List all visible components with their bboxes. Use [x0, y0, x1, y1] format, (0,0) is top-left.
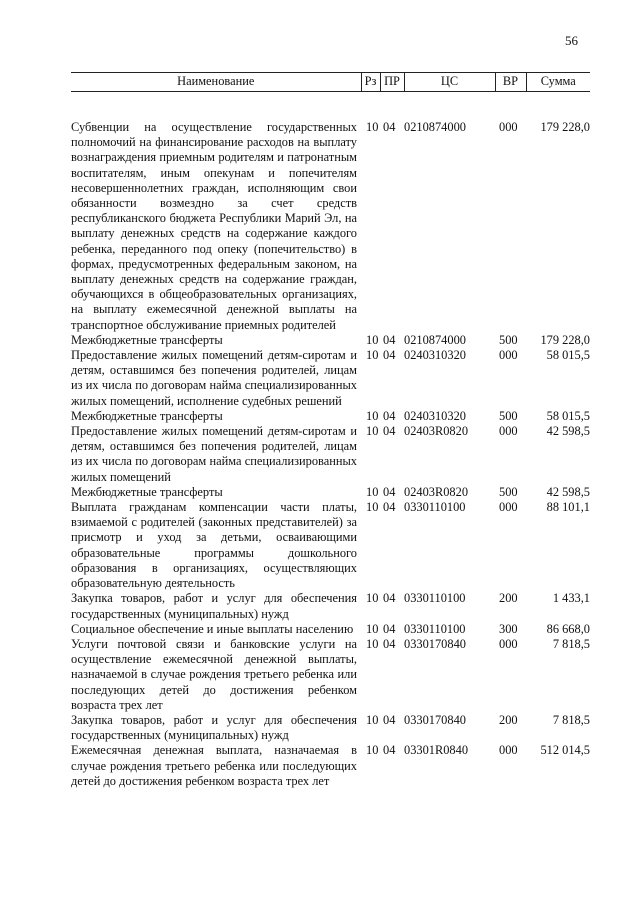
row-cs: 0210874000 — [404, 332, 466, 347]
row-cs: 0330170840 — [404, 636, 466, 651]
row-vr: 000 — [499, 743, 518, 758]
row-sum: 7 818,5 — [552, 712, 590, 727]
row-pr: 04 — [383, 712, 396, 727]
row-name: Услуги почтовой связи и банковские услуги на осуществление ежемесячной денежной выплаты, назначаемой в случае рождения третьего ребенка или последующих детей до достижения ребенком возраста трех лет — [71, 636, 357, 712]
row-cs: 02403R0820 — [404, 484, 469, 499]
row-pr: 04 — [383, 120, 396, 134]
row-vr: 000 — [499, 424, 518, 439]
header-name: Наименование — [71, 73, 361, 92]
row-rz: 10 — [366, 712, 379, 727]
table-body — [71, 92, 590, 789]
header-cs: ЦС — [404, 73, 495, 92]
table-row — [71, 622, 590, 637]
row-cs: 0330110100 — [404, 621, 466, 636]
row-name: Выплата гражданам компенсации части платы, взимаемой с родителей (законных представителей) за присмотр и уход за детьми, осваивающими образовательные программы дошкольного образования в организациях, осуществляющих образовательную деятельность — [71, 500, 357, 591]
row-name: Межбюджетные трансферты — [71, 332, 223, 347]
row-pr: 04 — [383, 348, 396, 363]
row-name: Закупка товаров, работ и услуг для обеспечения государственных (муниципальных) нужд — [71, 712, 357, 743]
table-row — [71, 424, 590, 485]
row-name: Предоставление жилых помещений детям-сиротам и детям, оставшимся без попечения родителей, лицам из их числа по договорам найма специализированных жилых помещений, исполнение судебных решений — [71, 348, 357, 408]
row-name: Межбюджетные трансферты — [71, 408, 223, 423]
table-row — [71, 333, 590, 348]
row-rz: 10 — [366, 408, 379, 423]
row-pr: 04 — [383, 743, 396, 758]
row-rz: 10 — [366, 500, 379, 515]
row-vr: 500 — [499, 332, 518, 347]
row-sum: 88 101,1 — [546, 500, 590, 515]
row-cs: 03301R0840 — [404, 743, 469, 758]
row-vr: 000 — [499, 348, 518, 363]
row-cs: 0330110100 — [404, 500, 466, 515]
table-row — [71, 92, 590, 333]
row-sum: 179 228,0 — [540, 120, 590, 134]
row-vr: 500 — [499, 408, 518, 423]
row-sum: 512 014,5 — [540, 743, 590, 758]
table-row — [71, 485, 590, 500]
table-row — [71, 713, 590, 743]
row-cs: 02403R0820 — [404, 424, 469, 439]
row-sum: 42 598,5 — [546, 424, 590, 439]
row-pr: 04 — [383, 636, 396, 651]
row-name: Социальное обеспечение и иные выплаты населению — [71, 621, 354, 636]
row-sum: 7 818,5 — [552, 636, 590, 651]
table-row — [71, 591, 590, 621]
table-row — [71, 409, 590, 424]
row-pr: 04 — [383, 332, 396, 347]
row-rz: 10 — [366, 621, 379, 636]
row-rz: 10 — [366, 591, 379, 606]
row-sum: 42 598,5 — [546, 484, 590, 499]
row-sum: 179 228,0 — [540, 332, 590, 347]
row-cs: 0240310320 — [404, 348, 466, 363]
row-sum: 1 433,1 — [552, 591, 590, 606]
row-vr: 200 — [499, 712, 518, 727]
header-vr: ВР — [495, 73, 526, 92]
row-pr: 04 — [383, 408, 396, 423]
row-rz: 10 — [366, 332, 379, 347]
row-vr: 000 — [499, 500, 518, 515]
row-cs: 0210874000 — [404, 120, 466, 134]
row-name: Субвенции на осуществление государственных полномочий на финансирование расходов на выплату вознаграждения приемным родителям и патронатным воспитателям, иным опекунам и попечителям несовершеннолетних граждан, исполняющим свои обязанности возмездно за счет средств республиканского бюджета Республики Марий Эл, на выплату денежных средств на содержание каждого ребенка, переданного под опеку (попечительство) в формах, предусмотренных федеральным законом, на выплату денежных средств на содержание граждан, обучающихся в общеобразовательных организациях, на выплату ежемесячной денежной выплаты на транспортное обслуживание приемных родителей — [71, 120, 357, 332]
row-name: Предоставление жилых помещений детям-сиротам и детям, оставшимся без попечения родителей, лицам из их числа по договорам найма специализированных жилых помещений — [71, 424, 357, 484]
budget-table — [71, 72, 590, 789]
header-sum: Сумма — [526, 73, 590, 92]
row-name: Закупка товаров, работ и услуг для обеспечения государственных (муниципальных) нужд — [71, 591, 357, 621]
row-sum: 58 015,5 — [546, 408, 590, 423]
row-vr: 200 — [499, 591, 518, 606]
row-name: Ежемесячная денежная выплата, назначаемая в случае рождения третьего ребенка или последующих детей до достижения ребенком возраста трех лет — [71, 743, 357, 788]
row-cs: 0330110100 — [404, 591, 466, 606]
page-number: 56 — [565, 33, 578, 48]
row-rz: 10 — [366, 424, 379, 439]
row-vr: 000 — [499, 120, 518, 134]
row-rz: 10 — [366, 348, 379, 363]
table-header — [71, 73, 590, 92]
table-row — [71, 637, 590, 713]
row-cs: 0330170840 — [404, 712, 466, 727]
row-vr: 300 — [499, 621, 518, 636]
row-sum: 58 015,5 — [546, 348, 590, 363]
header-pr: ПР — [380, 73, 404, 92]
row-rz: 10 — [366, 120, 379, 134]
table-row — [71, 348, 590, 409]
row-name: Межбюджетные трансферты — [71, 484, 223, 499]
table-row — [71, 743, 590, 789]
row-vr: 000 — [499, 636, 518, 651]
header-rz: Рз — [361, 73, 380, 92]
row-sum: 86 668,0 — [546, 621, 590, 636]
row-vr: 500 — [499, 484, 518, 499]
row-rz: 10 — [366, 484, 379, 499]
row-pr: 04 — [383, 424, 396, 439]
row-pr: 04 — [383, 621, 396, 636]
row-pr: 04 — [383, 500, 396, 515]
row-rz: 10 — [366, 636, 379, 651]
row-pr: 04 — [383, 484, 396, 499]
row-rz: 10 — [366, 743, 379, 758]
table-row — [71, 500, 590, 591]
row-cs: 0240310320 — [404, 408, 466, 423]
row-pr: 04 — [383, 591, 396, 606]
